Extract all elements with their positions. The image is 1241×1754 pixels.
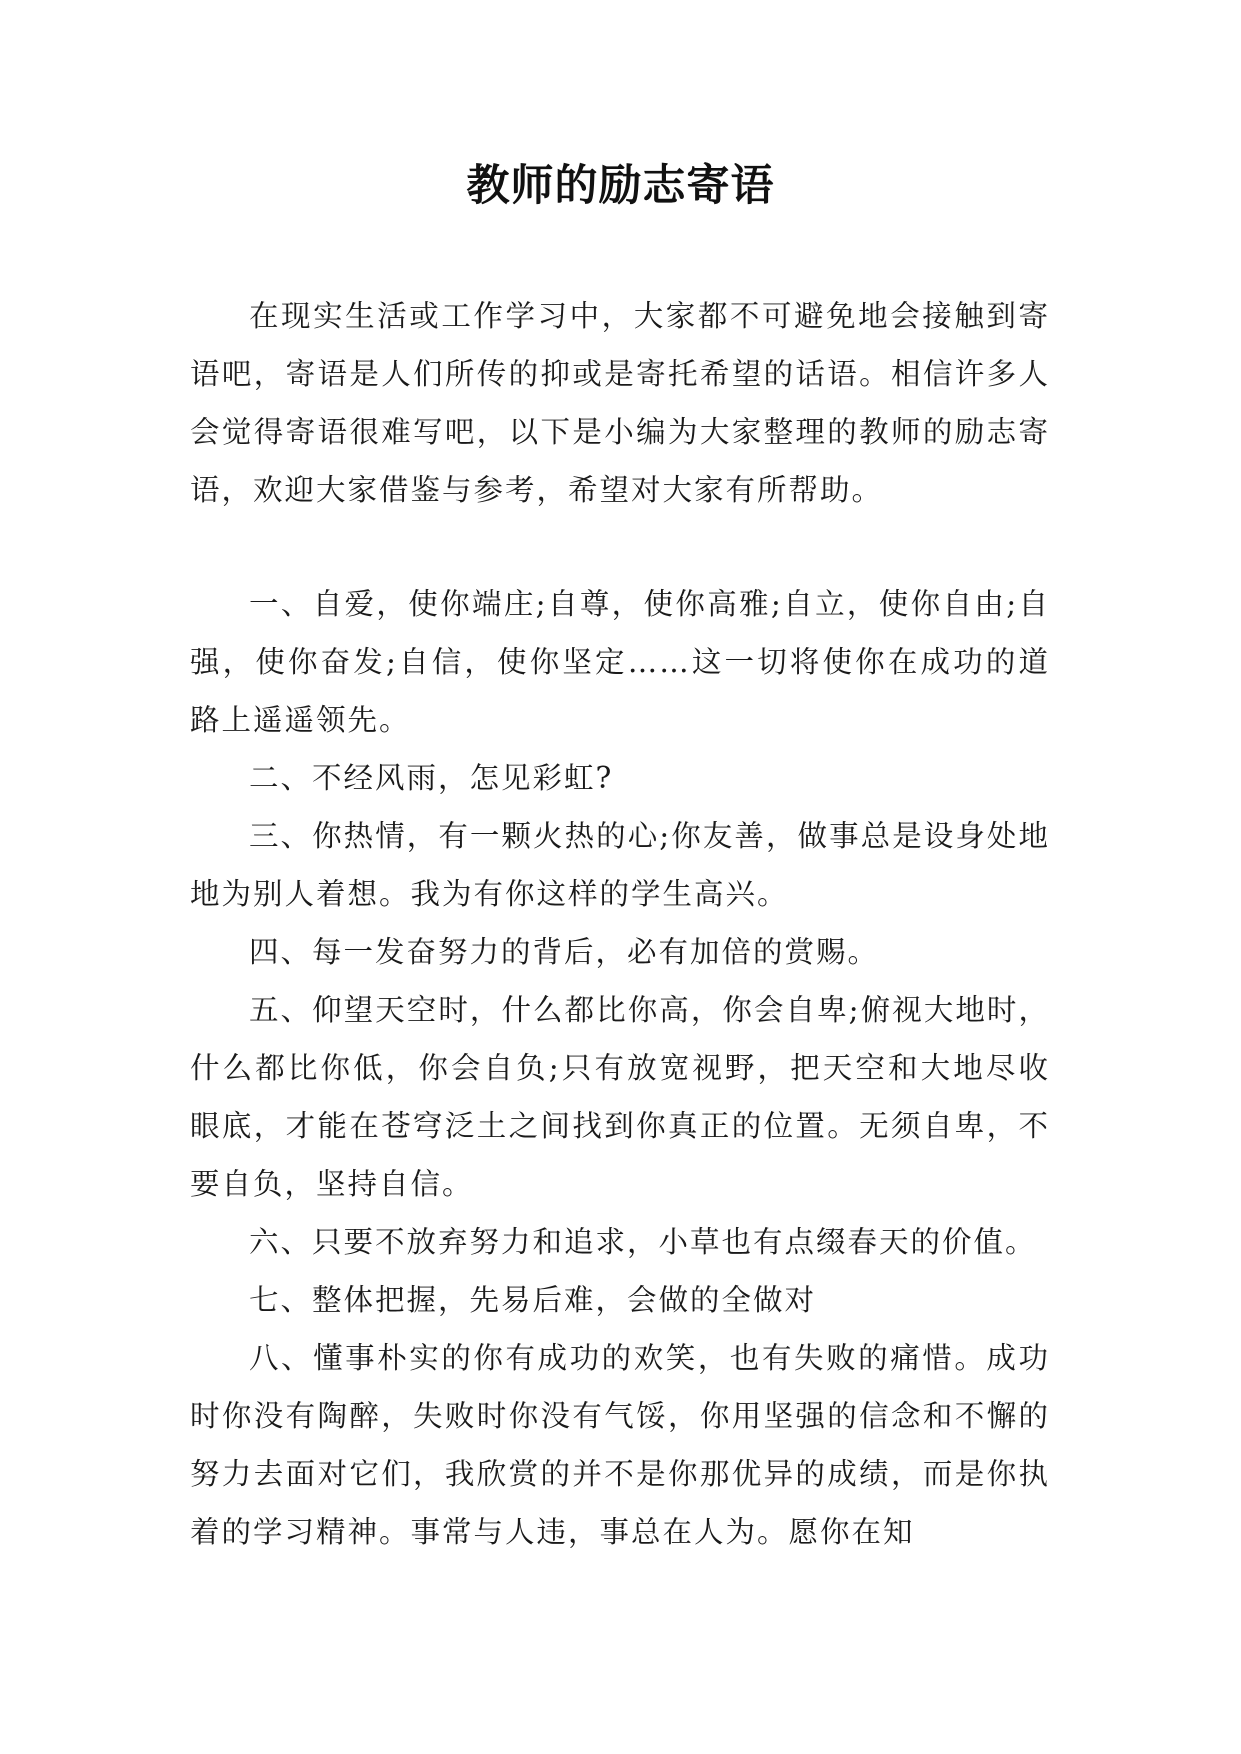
saying-item: 五、仰望天空时，什么都比你高，你会自卑;俯视大地时，什么都比你低，你会自负;只有放宽视野，把天空和大地尽收眼底，才能在苍穹泛土之间找到你真正的位置。无须自卑，不要自负，坚持自信。 [190,993,1050,1201]
document-title: 教师的励志寄语 [466,161,775,211]
saying-item: 三、你热情，有一颗火热的心;你友善，做事总是设身处地地为别人着想。我为有你这样的学生高兴。 [190,819,1050,911]
saying-item: 六、只要不放弃努力和追求，小草也有点缀春天的价值。 [249,1225,1037,1259]
intro-paragraph: 在现实生活或工作学习中，大家都不可避免地会接触到寄语吧，寄语是人们所传的抑或是寄托希望的话语。相信许多人会觉得寄语很难写吧，以下是小编为大家整理的教师的励志寄语，欢迎大家借鉴与参考，希望对大家有所帮助。 [190,299,1050,507]
saying-item: 八、懂事朴实的你有成功的欢笑，也有失败的痛惜。成功时你没有陶醉，失败时你没有气馁，你用坚强的信念和不懈的努力去面对它们，我欣赏的并不是你那优异的成绩，而是你执着的学习精神。事常与人违，事总在人为。愿你在知 [190,1341,1050,1549]
saying-item: 二、不经风雨，怎见彩虹? [249,761,614,795]
intro-section [190,287,1050,519]
saying-item: 四、每一发奋努力的背后，必有加倍的赏赐。 [249,935,880,969]
saying-item: 一、自爱，使你端庄;自尊，使你高雅;自立，使你自由;自强，使你奋发;自信，使你坚定……这一切将使你在成功的道路上遥遥领先。 [190,587,1050,737]
saying-item: 七、整体把握，先易后难，会做的全做对 [249,1283,817,1317]
sayings-list [190,575,1050,1561]
